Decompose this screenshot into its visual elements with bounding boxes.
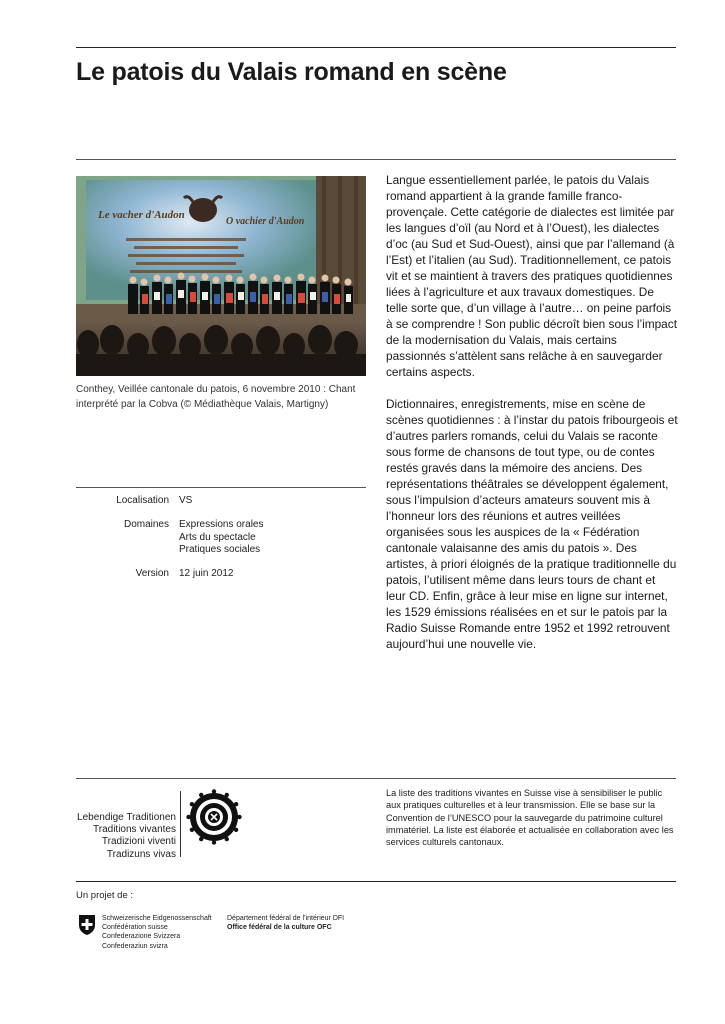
confed-line: Confederaziun svizra [102, 942, 168, 950]
slide-title-right: O vachier d'Audon [226, 216, 305, 227]
projet-label: Un projet de : [76, 890, 134, 901]
domaine-item: Expressions orales [179, 519, 264, 530]
title-bottom-rule [76, 159, 676, 160]
footer-description: La liste des traditions vivantes en Suisse vise à sensibiliser le public aux pratiques culturelles et à leur transmission. Elle se base sur la Convention de l’UNESCO pour la sauvegarde du patrimoine culturel immatériel. La liste est élaborée et actualisée en collaboration avec les services culturels cantonaux. [386, 788, 674, 848]
article-paragraph: Dictionnaires, enregistrements, mise en scène de scènes quotidiennes : à l’instar du patois fribourgeois et d’autres parlers romands, celui du Valais se raconte sous forme de chansons de tout type, ou de contes restés gravés dans la mémoire des anciens. Des représentations théâtrales se développent également, sous l’impulsion d’acteurs amateurs souvent mis à l’honneur lors des réunions et autres veillées organisées sous les auspices de la « Fédération cantonale valaisanne des amis du patois ». Des artistes, à priori éloignés de la pratique traditionnelle du patois, l’utilisent même dans leurs tours de chant et leur CD. Enfin, grâce à leur mise en ligne sur internet, les 1529 émissions réalisées en et sur le patois par la Radio Suisse Romande entre 1952 et 1992 retrouvent aujourd’hui une nouvelle vie. [386, 397, 678, 651]
office-line: Office fédéral de la culture OFC [227, 924, 332, 932]
localisation-value: VS [179, 495, 193, 506]
top-rule [76, 47, 676, 48]
event-photo [76, 176, 366, 376]
domaines-label: Domaines [123, 519, 169, 530]
dept-line: Département fédéral de l’intérieur DFI [227, 915, 345, 922]
brand-line: Tradizuns vivas [106, 848, 176, 860]
localisation-label: Localisation [116, 495, 169, 506]
domaine-item: Pratiques sociales [179, 544, 261, 555]
domaine-item: Arts du spectacle [179, 531, 256, 543]
audience-heads [76, 325, 366, 376]
version-value: 12 juin 2012 [179, 568, 234, 579]
slide-title-left: Le vacher d'Audon [98, 209, 185, 221]
credits-rule [76, 881, 676, 882]
department-names [227, 914, 344, 932]
article-paragraph: Langue essentiellement parlée, le patois du Valais romand appartient à la grande famille franco-provençale. Cette catégorie de dialectes est limitée par les langues d’oïl (au Nord et à l’Ouest), les dialectes d’oc (au Sud et Sud-Ouest), ainsi que par l’allemand (à l’Est) et l’italien (au Sud). Traditionnellement, ce patois vit et se maintient à travers des pratiques quotidiennes liées à l’agriculture et aux travaux domestiques. De telle sorte que, d’un village à l’autre… on peine parfois à se comprendre ! Son public décroît bien sous l’impact de la modernisation du Valais, mais certains passionnés s’attèlent sans relâche à en sauvegarder certains aspects. [386, 173, 677, 379]
confed-line: Confédération suisse [102, 924, 168, 932]
brand-divider [180, 791, 181, 857]
meta-rule [76, 487, 366, 488]
version-label: Version [135, 568, 169, 579]
brand-line: Tradizioni viventi [101, 836, 176, 848]
footer-rule [76, 778, 676, 779]
page-title: Le patois du Valais romand en scène [76, 58, 507, 86]
brand-wordmark [76, 812, 176, 861]
article-body [386, 172, 678, 668]
brand-line: Lebendige Traditionen [77, 812, 176, 823]
traditions-seal-icon [186, 789, 242, 850]
confederation-names [102, 914, 212, 951]
confed-line: Schweizerische Eidgenossenschaft [102, 915, 212, 922]
brand-line: Traditions vivantes [93, 824, 176, 836]
swiss-shield-icon [78, 914, 96, 941]
photo-caption: Conthey, Veillée cantonale du patois, 6 novembre 2010 : Chant interprété par la Cobva (© Médiathèque Valais, Martigny) [76, 384, 356, 410]
confed-line: Confederazione Svizzera [102, 933, 181, 941]
